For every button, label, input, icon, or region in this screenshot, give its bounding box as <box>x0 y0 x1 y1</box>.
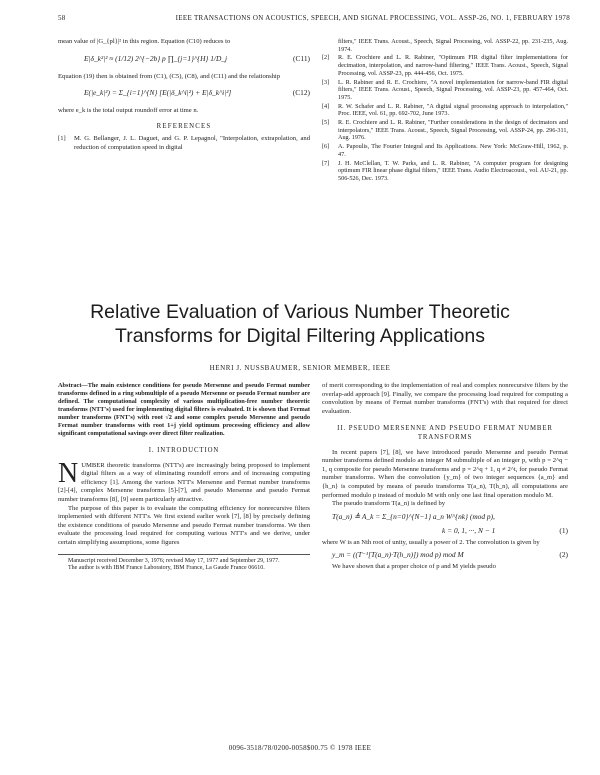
reference-key: [6] <box>322 143 330 151</box>
reference-item <box>322 103 568 118</box>
equation-2 <box>322 547 568 563</box>
reference-key: [3] <box>322 78 330 86</box>
abstract: Abstract—The main existence conditions for pseudo Mersenne and pseudo Fermat number transforms defined in a ring submultiple of a pseudo Mersenne or pseudo Fermat number are defined. The computational complexity of various multiplication-free number theoretic transforms (NTT's) used for implementing digital filters is evaluated. It is shown that Fermat number transforms (FNT's) with root √2 and some complex pseudo Mersenne and pseudo Fermat number transforms with root 1+j yield optimum processing efficiency and allow significant computational savings over direct filter realization. <box>58 382 310 437</box>
reference-item <box>322 38 568 53</box>
equation-1-math: T(a_n) ≜ A_k = Σ_{n=0}^{N−1} a_n W^{nk} (mod p), <box>332 511 495 521</box>
article-author: HENRI J. NUSSBAUMER, SENIOR MEMBER, IEEE <box>209 364 391 372</box>
article-title-line-1: Relative Evaluation of Various Number Theoretic <box>90 301 510 323</box>
section-heading-introduction: I. INTRODUCTION <box>148 447 220 454</box>
equation-c11-number: (C11) <box>293 53 310 63</box>
intro-paragraph-1-text: UMBER theoretic transforms (NTT's) are increasingly being proposed to implement digital filters as a way of eliminating roundoff errors and of increasing computing efficiency [1]. Among the various NTT's Mersenne and Fermat number transforms [2]-[4], complex Mersenne transforms [5]-[7], and pseudo Mersenne and pseudo Fermat number transforms [8], [9] seem particularly attractive. <box>58 461 310 503</box>
reference-key: [5] <box>322 119 330 127</box>
references-heading: REFERENCES <box>156 122 212 130</box>
section-heading-line-1: II. PSEUDO MERSENNE AND PSEUDO FERMAT NUMBER <box>337 425 553 433</box>
reference-item <box>322 160 568 183</box>
footnote-manuscript: Manuscript received December 3, 1976; revised May 17, 1977 and September 29, 1977. <box>68 557 280 564</box>
prev-intro-text: mean value of |G_{pl}|² in this region. Equation (C10) reduces to <box>58 38 231 45</box>
prev-article-right-column <box>322 38 568 184</box>
reference-key: [1] <box>58 135 66 143</box>
equation-c12-number: (C12) <box>292 88 310 98</box>
prev-after-text: where e_k is the total output roundoff error at time n. <box>58 107 199 115</box>
issn-line: 0096-3518/78/0200-0058$00.75 © 1978 IEEE <box>228 744 372 752</box>
equation-2-math: y_m = ((T⁻¹[T(a_n)·T(h_n)]) mod p) mod M <box>332 550 464 560</box>
prev-article-left-column <box>58 38 310 154</box>
journal-title: IEEE TRANSACTIONS ON ACOUSTICS, SPEECH, AND SIGNAL PROCESSING, VOL. ASSP-26, NO. 1, FEBRUARY 1978 <box>175 14 570 22</box>
reference-key: [2] <box>322 54 330 62</box>
equation-1-range: k = 0, 1, ···, N − 1 <box>442 525 496 535</box>
section2-paragraph-3: where W is an Nth root of unity, usually a power of 2. The convolution is given by <box>322 538 540 546</box>
reference-key: [7] <box>322 159 330 167</box>
reference-text: R. E. Crochiere and L. R. Rabiner, "Optimum FIR digital filter implementations for decimation, interpolation, and narrow-band filtering," IEEE Trans. Acoust., Speech, Signal Processing, vol. ASSP-23, pp. 444-456, Oct. 1975. <box>338 54 568 77</box>
equation-1 <box>322 509 568 539</box>
reference-item <box>322 143 568 158</box>
page-number: 58 <box>58 14 66 22</box>
equation-c11 <box>58 47 310 73</box>
section2-paragraph-4: We have shown that a proper choice of p and M yields pseudo <box>332 563 496 571</box>
reference-item <box>322 54 568 77</box>
article-left-column <box>58 382 310 573</box>
equation-c12 <box>58 81 310 107</box>
reference-text: filters," IEEE Trans. Acoust., Speech, Signal Processing, vol. ASSP-22, pp. 231-235, Aug. 1974. <box>338 38 568 53</box>
footnote <box>58 554 310 573</box>
reference-text: R. W. Schafer and L. R. Rabiner, "A digital signal processing approach to interpolation," Proc. IEEE, vol. 61, pp. 692-702, June 1973. <box>338 102 568 118</box>
reference-text: A. Papoulis, The Fourier Integral and Its Applications. New York: McGraw-Hill, 1962, p. 47. <box>338 143 568 158</box>
article-title <box>0 300 600 348</box>
reference-item <box>58 135 310 152</box>
article-right-column <box>322 382 568 572</box>
prev-mid-text: Equation (19) then is obtained from (C1), (C5), (C8), and (C11) and the relationship <box>58 72 281 80</box>
reference-text: J. H. McClellan, T. W. Parks, and L. R. Rabiner, "A computer program for designing optimum FIR linear phase digital filters," IEEE Trans. Audio Electroacoust., vol. AU-21, pp. 506-526, Dec. 1973. <box>338 159 568 182</box>
equation-1-number: (1) <box>559 525 568 535</box>
section-heading-pseudo-transforms <box>322 425 568 442</box>
reference-item <box>322 79 568 102</box>
intro-paragraph-1 <box>58 457 310 505</box>
equation-c11-math: E|δ_k²|² ≈ (1/12) 2^{−2b} p ∏_{j=1}^{H} 1/D_j <box>84 53 228 63</box>
reference-text: L. R. Rabiner and R. E. Crochiere, "A novel implementation for narrow-band FIR digital filters," IEEE Trans. Acoust., Speech, Signal Processing, vol. ASSP-23, pp. 457-464, Oct. 1975. <box>338 78 568 101</box>
section2-paragraph-2: The pseudo transform T(a_n) is defined by <box>332 500 446 508</box>
drop-cap: N <box>58 457 79 489</box>
footnote-affiliation: The author is with IBM France Laboratory, IBM France, La Gaude France 06610. <box>68 565 265 572</box>
reference-key: [4] <box>322 102 330 110</box>
reference-item <box>322 119 568 142</box>
intro-paragraph-2: The purpose of this paper is to evaluate the computing efficiency for nonrecursive filters implemented with different NTT's. We first extend earlier work [7], [8] by precisely defining the existence conditions of pseudo Mersenne and pseudo Fermat number transforms. We then evaluate the processing load required for computing various NTT's and we derive, under certain simplifying assumptions, some figures <box>58 504 310 546</box>
equation-2-number: (2) <box>559 550 568 560</box>
section2-paragraph-1: In recent papers [7], [8], we have introduced pseudo Mersenne and pseudo Fermat number transforms defined modulo an integer M submultiple of an integer p, with p = 2^q − 1, q composite for pseudo Mersenne transforms and p = 2^q + 1, q ≠ 2^t, for pseudo Fermat number transforms. When the convolution {y_m} of two integer sequences {a_m} and {h_n} is computed by means of pseudo transforms T(a_n), T(h_n), all computations are performed modulo p instead of modulo M with only one last final operation modulo M. <box>322 448 568 499</box>
section-heading-line-2: TRANSFORMS <box>417 433 473 441</box>
right-paragraph-1: of merit corresponding to the implementation of real and complex nonrecursive filters by the overlap-add approach [9]. Finally, we compare the processing load required for computing a convolution by means of Fermat number transforms (FNT's) with that required for direct evaluation. <box>322 382 568 415</box>
article-title-line-2: Transforms for Digital Filtering Applications <box>115 325 485 347</box>
equation-c12-math: E(|e_k|²) = Σ_{i=1}^{N} [E(|δ_k^i|²) + E|δ_k^i|²] <box>84 88 232 98</box>
reference-text: R. E. Crochiere and L. R. Rabiner, "Further considerations in the design of decimators and interpolators," IEEE Trans. Acoust., Speech, Signal Processing, vol. ASSP-24, pp. 296-311, Aug. 1976. <box>338 119 568 142</box>
reference-text: M. G. Bellanger, J. L. Daguet, and G. P. Lepagnol, "Interpolation, extrapolation, and reduction of computation speed in digital <box>74 135 310 151</box>
